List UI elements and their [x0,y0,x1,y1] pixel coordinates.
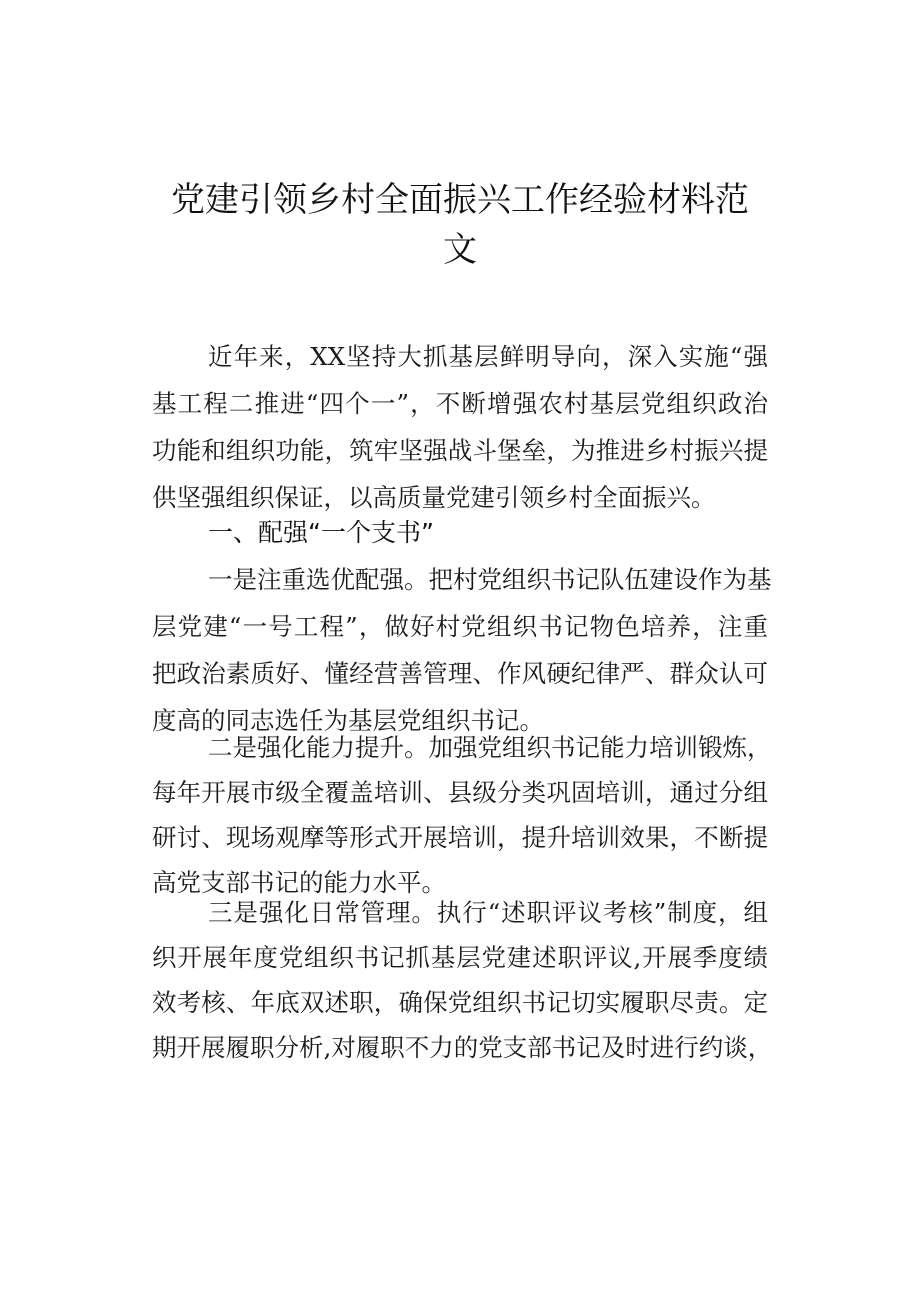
document-title-line-1: 党建引领乡村全面振兴工作经验材料范 [171,180,749,220]
document-title-line-2: 文 [443,230,477,270]
para3-line-3: 效考核、年底双述职，确保党组织书记切实履职尽责。定 [152,988,768,1017]
section-1-heading: 一、配强“一个支书” [208,518,434,547]
para1-line-3: 把政治素质好、懂经营善管理、作风硬纪律严、群众认可 [152,659,768,688]
para1-line-2: 层党建“一号工程”，做好村党组织书记物色培养，注重 [152,612,768,641]
para2-line-3: 研讨、现场观摩等形式开展培训，提升培训效果，不断提 [152,823,768,852]
intro-line-2: 基工程二推进“四个一”，不断增强农村基层党组织政治 [152,389,768,418]
para3-line-1: 三是强化日常管理。执行“述职评议考核”制度，组 [208,898,768,927]
para1-line-4: 度高的同志选任为基层党组织书记。 [152,706,544,735]
intro-line-4: 供坚强组织保证，以高质量党建引领乡村全面振兴。 [152,483,716,512]
para3-line-2: 织开展年度党组织书记抓基层党建述职评议,开展季度绩 [152,943,768,972]
para2-line-2: 每年开展市级全覆盖培训、县级分类巩固培训，通过分组 [152,778,768,807]
para2-line-4: 高党支部书记的能力水平。 [152,868,446,897]
para3-line-4: 期开展履职分析,对履职不力的党支部书记及时进行约谈， [152,1033,773,1062]
intro-line-3: 功能和组织功能，筑牢坚强战斗堡垒，为推进乡村振兴提 [152,436,768,465]
para1-line-1: 一是注重选优配强。把村党组织书记队伍建设作为基 [208,565,772,594]
para2-line-1: 二是强化能力提升。加强党组织书记能力培训锻炼， [208,733,772,762]
intro-line-1: 近年来，XX坚持大抓基层鲜明导向，深入实施“强 [208,342,768,371]
